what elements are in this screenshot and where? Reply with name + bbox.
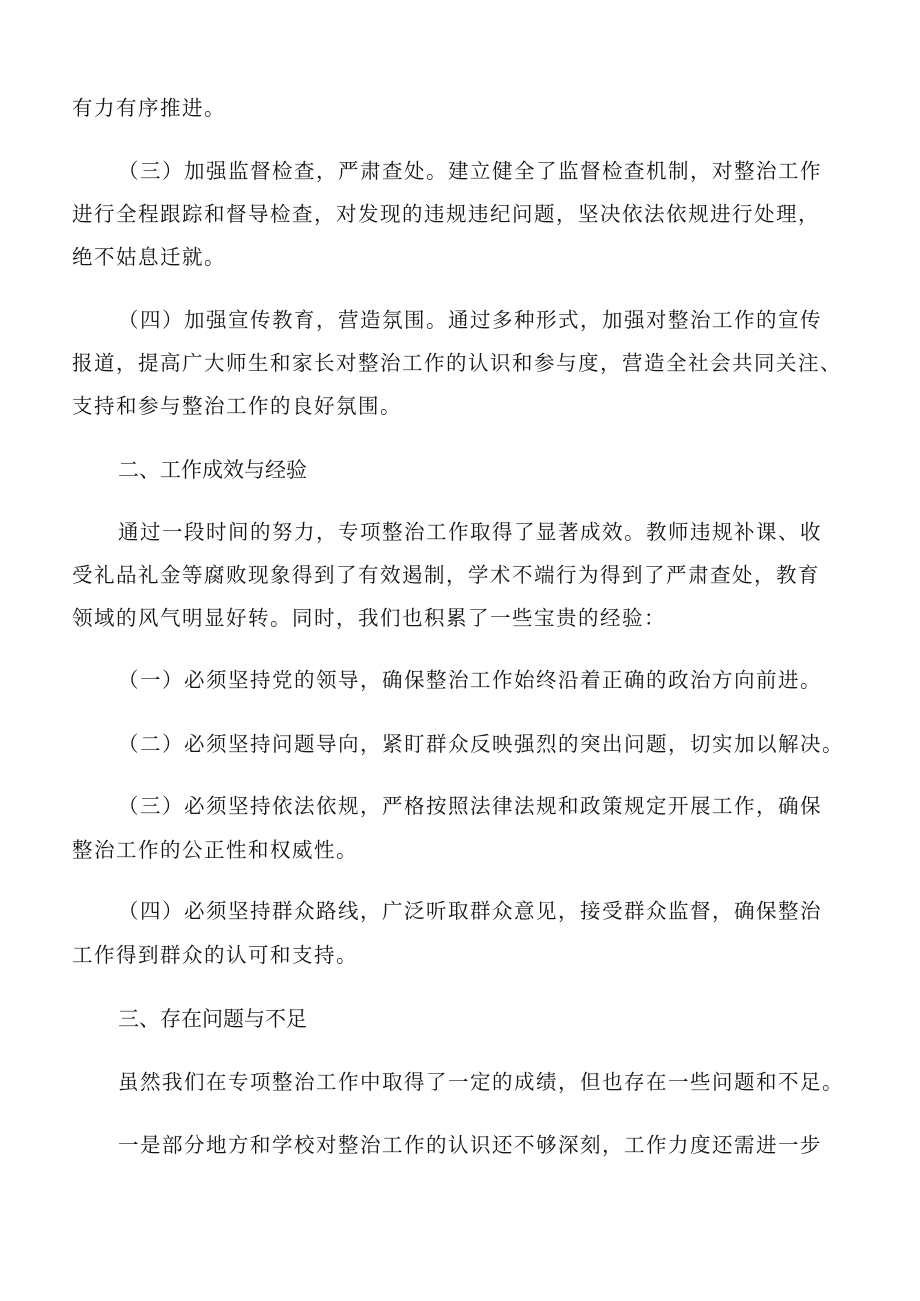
paragraph-line: （三）加强监督检查，严肃查处。建立健全了监督检查机制，对整治工作 bbox=[118, 159, 822, 183]
paragraph-line: （四）加强宣传教育，营造氛围。通过多种形式，加强对整治工作的宣传 bbox=[118, 308, 822, 332]
paragraph-line: （四）必须坚持群众路线，广泛听取群众意见，接受群众监督，确保整治 bbox=[118, 899, 822, 923]
paragraph-line: 绝不姑息迁就。 bbox=[72, 245, 226, 269]
paragraph-line: 支持和参与整治工作的良好氛围。 bbox=[72, 394, 402, 418]
paragraph-line: 有力有序推进。 bbox=[72, 96, 226, 120]
paragraph-line: 进行全程跟踪和督导检查，对发现的违规违纪问题，坚决依法依规进行处理， bbox=[72, 202, 820, 226]
paragraph-line: 虽然我们在专项整治工作中取得了一定的成绩，但也存在一些问题和不足。 bbox=[118, 1070, 844, 1094]
paragraph-line: （二）必须坚持问题导向，紧盯群众反映强烈的突出问题，切实加以解决。 bbox=[118, 732, 844, 756]
paragraph-line: 整治工作的公正性和权威性。 bbox=[72, 838, 358, 862]
section-heading: 二、工作成效与经验 bbox=[118, 458, 307, 482]
paragraph-line: （三）必须坚持依法依规，严格按照法律法规和政策规定开展工作，确保 bbox=[118, 794, 822, 818]
paragraph-line: 通过一段时间的努力，专项整治工作取得了显著成效。教师违规补课、收 bbox=[118, 520, 822, 544]
section-heading: 三、存在问题与不足 bbox=[118, 1007, 307, 1031]
paragraph-line: 报道，提高广大师生和家长对整治工作的认识和参与度，营造全社会共同关注、 bbox=[72, 351, 842, 375]
paragraph-line: （一）必须坚持党的领导，确保整治工作始终沿着正确的政治方向前进。 bbox=[118, 668, 822, 692]
paragraph-line: 受礼品礼金等腐败现象得到了有效遏制，学术不端行为得到了严肃查处，教育 bbox=[72, 563, 820, 587]
paragraph-line: 领域的风气明显好转。同时，我们也积累了一些宝贵的经验： bbox=[72, 606, 666, 630]
paragraph-line: 一是部分地方和学校对整治工作的认识还不够深刻，工作力度还需进一步 bbox=[118, 1133, 822, 1157]
paragraph-line: 工作得到群众的认可和支持。 bbox=[72, 943, 358, 967]
